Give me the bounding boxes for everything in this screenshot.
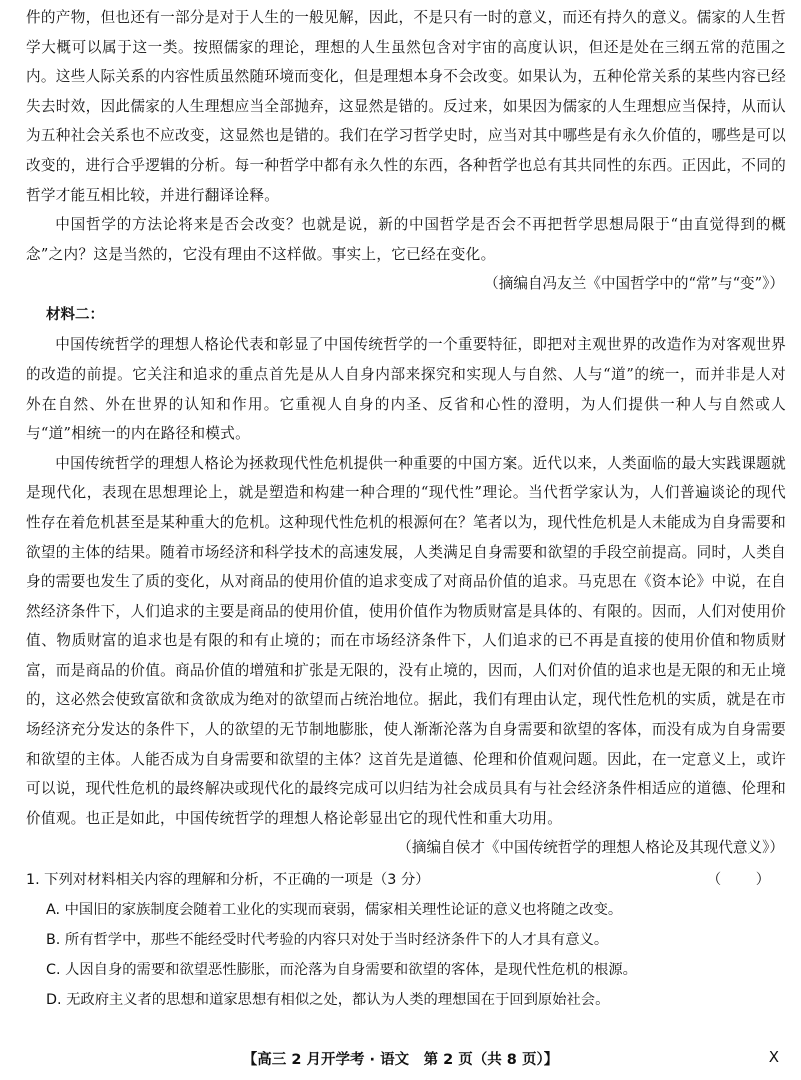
option-c: C. 人因自身的需要和欲望恶性膨胀，而沦落为自身需要和欲望的客体，是现代性危机的根源。 — [46, 962, 637, 979]
question-1-stem — [26, 865, 786, 895]
material2-paragraph-1: 中国传统哲学的理想人格论代表和彰显了中国传统哲学的一个重要特征，即把对主观世界的改造作为对客观世界的改造的前提。它关注和追求的重点首先是从人自身内部来探究和实现人与自然、人与“道”的统一，而并非是人对外在自然、外在世界的认知和作用。它重视人自身的内圣、反省和心性的澄明，为人们提供一种人与自然或人与“道”相统一的内在路径和模式。 — [26, 336, 786, 443]
material2-paragraph-2: 中国传统哲学的理想人格论为拯救现代性危机提供一种重要的中国方案。近代以来，人类面临的最大实践课题就是现代化，表现在思想理论上，就是塑造和构建一种合理的“现代性”理论。当代哲学家认为，人们普遍谈论的现代性存在着危机甚至是某种重大的危机。这种现代性危机的根源何在？笔者以为，现代性危机是人未能成为自身需要和欲望的主体的结果。随着市场经济和科学技术的高速发展，人类满足自身需要和欲望的手段空前提高。同时，人类自身的需要也发生了质的变化，从对商品的使用价值的追求变成了对商品价值的追求。马克思在《资本论》中说，在自然经济条件下，人们追求的主要是商品的使用价值，使用价值作为物质财富是具体的、有限的。因而，人们对使用价值、物质财富的追求也是有限的和有止境的；而在市场经济条件下，人们追求的已不再是直接的使用价值和物质财富，而是商品的价值。商品价值的增殖和扩张是无限的，没有止境的，因而，人们对价值的追求也是无限的和无止境的，这必然会使致富欲和贪欲成为绝对的欲望而占统治地位。据此，我们有理由认定，现代性危机的实质，就是在市场经济充分发达的条件下，人的欲望的无节制地膨胀，使人渐渐沦落为自身需要和欲望的客体，而没有成为自身需要和欲望的主体。人能否成为自身需要和欲望的主体？这首先是道德、伦理和价值观问题。因此，在一定意义上，或许可以说，现代性危机的最终解决或现代化的最终完成可以归结为社会成员具有与社会经济条件相适应的道德、伦理和价值观。也正是如此，中国传统哲学的理想人格论彰显出它的现代性和重大功用。 — [26, 454, 786, 827]
material2-source: （摘编自侯才《中国传统哲学的理想人格论及其现代意义》） — [397, 839, 784, 857]
option-b: B. 所有哲学中，那些不能经受时代考验的内容只对处于当时经济条件下的人才具有意义。 — [46, 932, 609, 949]
material2-heading: 材料二： — [46, 307, 104, 324]
material1-paragraph-2: 中国哲学的方法论将来是否会改变？也就是说，新的中国哲学是否会不再把哲学思想局限于“由直觉得到的概念”之内？这是当然的，它没有理由不这样做。事实上，它已经在变化。 — [26, 216, 786, 263]
footer-mark: X — [768, 1048, 779, 1066]
answer-bracket: （ ） — [706, 872, 772, 889]
option-d: D. 无政府主义者的思想和道家思想有相似之处，都认为人类的理想国在于回到原始社会。 — [46, 992, 610, 1009]
exam-page — [26, 0, 786, 1015]
option-a: A. 中国旧的家族制度会随着工业化的实现而衰弱，儒家相关理性论证的意义也将随之改变。 — [46, 902, 623, 919]
material1-source: （摘编自冯友兰《中国哲学中的“常”与“变”》） — [484, 275, 784, 293]
page-footer: 【高三 2 月开学考 · 语文 第 2 页（共 8 页）】 — [242, 1052, 559, 1068]
question-1-text: 1. 下列对材料相关内容的理解和分析，不正确的一项是（3 分） — [26, 872, 430, 889]
material1-continued-paragraph: 件的产物，但也还有一部分是对于人生的一般见解，因此，不是只有一时的意义，而还有持久的意义。儒家的人生哲学大概可以属于这一类。按照儒家的理论，理想的人生虽然包含对宇宙的高度认识，但还是处在三纲五常的范围之内。这些人际关系的内容性质虽然随环境而变化，但是理想本身不会改变。如果认为，五种伦常关系的某些内容已经失去时效，因此儒家的人生理想应当全部抛弃，这显然是错的。反过来，如果因为儒家的人生理想应当保持，从而认为五种社会关系也不应改变，这显然也是错的。我们在学习哲学史时，应当对其中哪些是有永久价值的，哪些是可以改变的，进行合乎逻辑的分析。每一种哲学中都有永久性的东西，各种哲学也总有其共同性的东西。正因此，不同的哲学才能互相比较，并进行翻译诠释。 — [26, 9, 786, 204]
